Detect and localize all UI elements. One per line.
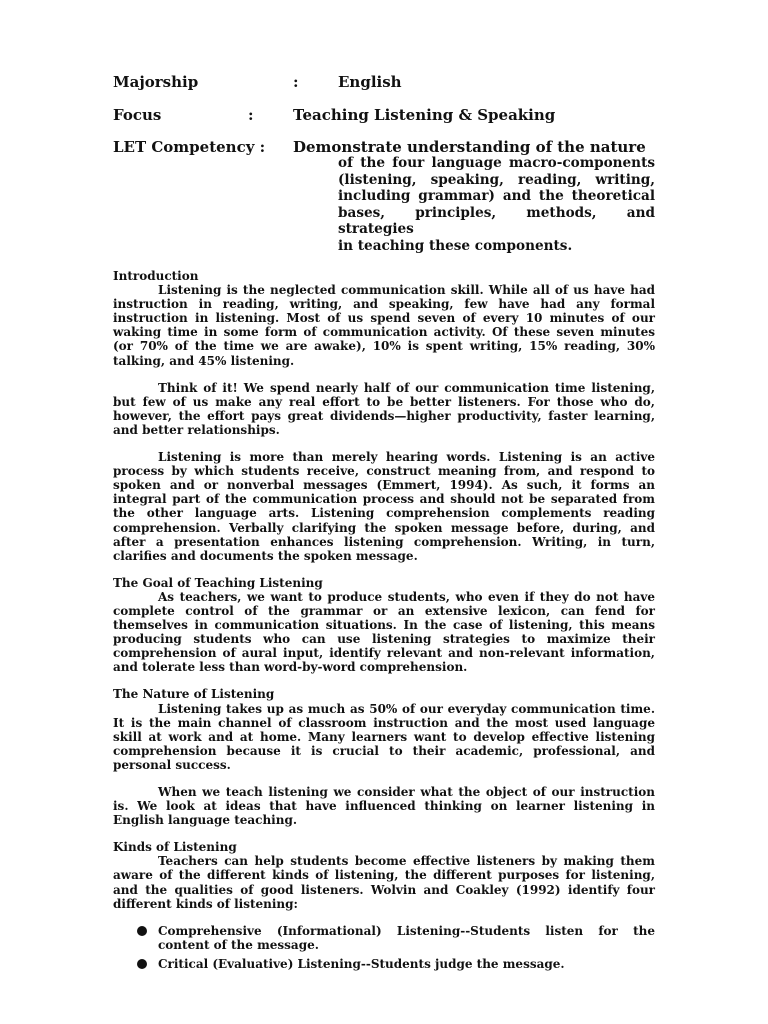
kinds-heading: Kinds of Listening [113, 840, 237, 855]
majorship-value: English [338, 73, 402, 91]
majorship-colon: : [293, 73, 299, 91]
competency-line: bases, principles, methods, and strategies [338, 204, 655, 237]
focus-colon: : [248, 106, 254, 124]
kinds-paragraph-1: Teachers can help students become effective listeners by making them aware of the different kinds of listening, the different purposes for listening, and the qualities of good listeners. Wolvin and Coakley (1992) identify four different kinds of listening: [113, 854, 655, 911]
competency-line: in teaching these components. [338, 237, 573, 254]
focus-value: Teaching Listening & Speaking [293, 106, 556, 124]
nature-heading: The Nature of Listening [113, 687, 275, 702]
document-body [113, 269, 655, 976]
list-item-text: Comprehensive (Informational) Listening--Students listen for the content of the message. [158, 923, 655, 952]
introduction-paragraph-2: Think of it! We spend nearly half of our communication time listening, but few of us make any real effort to be better listeners. For those who do, however, the effort pays great dividends—higher productivity, faster learning, and better relationships. [113, 380, 655, 437]
list-item-text: Critical (Evaluative) Listening--Students judge the message. [158, 956, 565, 971]
competency-first-line: Demonstrate understanding of the nature [293, 138, 646, 156]
competency-line: (listening, speaking, reading, writing, [338, 171, 655, 188]
kinds-of-listening-list [113, 924, 655, 971]
introduction-heading: Introduction [113, 269, 199, 283]
competency-continuation [338, 155, 655, 254]
bullet-icon [137, 959, 147, 969]
nature-paragraph-1: Listening takes up as much as 50% of our everyday communication time. It is the main channel of classroom instruction and the most used language skill at work and at home. Many learners want to develop effective listening comprehension because it is crucial to their academic, professional, and personal success. [113, 701, 655, 772]
introduction-paragraph-1: Listening is the neglected communication skill. While all of us have had instruction in reading, writing, and speaking, few have had any formal instruction in listening. Most of us spend seven of every 10 minutes of our waking time in some form of communication activity. Of these seven minutes (or 70% of the time we are awake), 10% is spent writing, 15% reading, 30% talking, and 45% listening. [113, 283, 655, 368]
list-item [113, 924, 655, 952]
competency-label: LET Competency : [113, 138, 266, 156]
focus-row [0, 106, 768, 126]
competency-line: of the four language macro-components [338, 155, 655, 171]
competency-line: including grammar) and the theoretical [338, 188, 655, 204]
bullet-icon [137, 926, 147, 936]
introduction-paragraph-3: Listening is more than merely hearing words. Listening is an active process by which students receive, construct meaning from, and respond to spoken and or nonverbal messages (Emmert, 1994). As such, it forms an integral part of the communication process and should not be separated from the other language arts. Listening comprehension complements reading comprehension. Verbally clarifying the spoken message before, during, and after a presentation enhances listening comprehension. Writing, in turn, clarifies and documents the spoken message. [113, 450, 655, 563]
goal-heading: The Goal of Teaching Listening [113, 575, 323, 590]
goal-paragraph-1: As teachers, we want to produce students, who even if they do not have complete control of the grammar or an extensive lexicon, can fend for themselves in communication situations. In the case of listening, this means producing students who can use listening strategies to maximize their comprehension of aural input, identify relevant and non-relevant information, and tolerate less than word-by-word comprehension. [113, 589, 655, 675]
majorship-label: Majorship [113, 73, 199, 91]
focus-label: Focus [113, 106, 162, 124]
list-item [113, 957, 655, 971]
nature-paragraph-2: When we teach listening we consider what the object of our instruction is. We look at ideas that have influenced thinking on learner listening in English language teaching. [113, 785, 655, 828]
majorship-row [0, 73, 768, 93]
